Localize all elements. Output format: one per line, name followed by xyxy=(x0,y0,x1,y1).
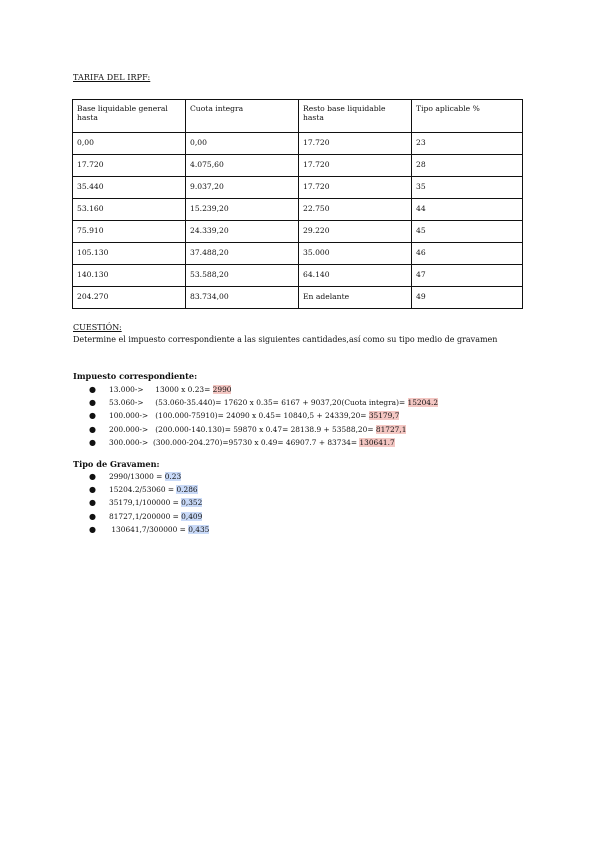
table-row xyxy=(73,265,523,287)
list-item: ● 13.000-> 13000 x 0.23= 2990 xyxy=(73,383,438,396)
header-cell: Base liquidable general hasta xyxy=(73,100,186,133)
result-highlight: 2990 xyxy=(212,385,232,394)
table-cell: 29.220 xyxy=(299,221,412,243)
table-cell: 28 xyxy=(412,155,523,177)
table-cell: 17.720 xyxy=(73,155,186,177)
table-row xyxy=(73,243,523,265)
header-cell: Tipo aplicable % xyxy=(412,100,523,133)
result-highlight: 130641.7 xyxy=(359,437,395,447)
table-cell: 105.130 xyxy=(73,243,186,265)
result-highlight: 0.23 xyxy=(164,472,182,481)
document-title: TARIFA DEL IRPF: xyxy=(73,73,151,82)
bullet-icon: ● xyxy=(89,472,96,481)
table-row xyxy=(73,287,523,309)
list-item: ● 15204.2/53060 = 0.286 xyxy=(73,483,209,496)
table-cell: 35.440 xyxy=(73,177,186,199)
table-cell: 0,00 xyxy=(186,133,299,155)
table-cell: 44 xyxy=(412,199,523,221)
table-cell: 53.160 xyxy=(73,199,186,221)
table-cell: 35 xyxy=(412,177,523,199)
table-cell: 45 xyxy=(412,221,523,243)
cuestion-text: Determine el impuesto correspondiente a las siguientes cantidades,así como su tipo medio de gravamen xyxy=(73,335,498,344)
impuesto-heading: Impuesto correspondiente: xyxy=(73,371,198,381)
table-cell: 4.075,60 xyxy=(186,155,299,177)
table-cell: 17.720 xyxy=(299,177,412,199)
table-cell: 15.239,20 xyxy=(186,199,299,221)
bullet-icon: ● xyxy=(89,524,96,534)
bullet-icon: ● xyxy=(89,398,96,408)
bullet-icon: ● xyxy=(89,411,96,421)
header-cell: Cuota integra xyxy=(186,100,299,133)
header-cell: Resto base liquidable hasta xyxy=(299,100,412,133)
table-cell: 49 xyxy=(412,287,523,309)
result-highlight: 0,435 xyxy=(188,524,210,534)
result-highlight: 81727,1 xyxy=(375,424,407,434)
table-header-row xyxy=(73,100,523,133)
list-item: ● 130641,7/300000 = 0,435 xyxy=(73,523,209,536)
bullet-icon: ● xyxy=(89,385,96,394)
bullet-icon: ● xyxy=(89,424,96,434)
table-cell: 47 xyxy=(412,265,523,287)
result-highlight: 35179,7 xyxy=(368,411,400,421)
table-cell: 17.720 xyxy=(299,155,412,177)
table-cell: 140.130 xyxy=(73,265,186,287)
cuestion-heading: CUESTIÓN: xyxy=(73,323,122,332)
table-cell: 64.140 xyxy=(299,265,412,287)
bullet-icon: ● xyxy=(89,437,96,447)
bullet-icon: ● xyxy=(89,485,96,495)
list-item: ● 2990/13000 = 0.23 xyxy=(73,470,209,483)
result-highlight: 0.286 xyxy=(176,485,198,495)
list-item: ● 35179,1/100000 = 0,352 xyxy=(73,496,209,509)
list-item: ● 200.000-> (200.000-140.130)= 59870 x 0.47= 28138.9 + 53588,20= 81727,1 xyxy=(73,423,438,436)
table-row xyxy=(73,177,523,199)
bullet-icon: ● xyxy=(89,511,96,521)
table-cell: 22.750 xyxy=(299,199,412,221)
table-cell: 24.339,20 xyxy=(186,221,299,243)
impuesto-list xyxy=(73,383,438,449)
table-row xyxy=(73,221,523,243)
table-row xyxy=(73,155,523,177)
result-highlight: 15204.2 xyxy=(407,398,439,408)
table-cell: 9.037,20 xyxy=(186,177,299,199)
table-cell: 35.000 xyxy=(299,243,412,265)
gravamen-list xyxy=(73,470,209,536)
table-row xyxy=(73,133,523,155)
table-cell: 204.270 xyxy=(73,287,186,309)
list-item: ● 53.060-> (53.060-35.440)= 17620 x 0.35= 6167 + 9037,20(Cuota integra)= 15204.2 xyxy=(73,396,438,409)
list-item: ● 81727,1/200000 = 0,409 xyxy=(73,510,209,523)
list-item: ● 100.000-> (100.000-75910)= 24090 x 0.45= 10840,5 + 24339,20= 35179,7 xyxy=(73,409,438,422)
table-cell: 83.734,00 xyxy=(186,287,299,309)
result-highlight: 0,409 xyxy=(181,511,203,521)
table-cell: 75.910 xyxy=(73,221,186,243)
table-cell: 23 xyxy=(412,133,523,155)
gravamen-heading: Tipo de Gravamen: xyxy=(73,459,160,469)
list-item: ● 300.000-> (300.000-204.270)=95730 x 0.49= 46907.7 + 83734= 130641.7 xyxy=(73,436,438,449)
table-cell: 46 xyxy=(412,243,523,265)
bullet-icon: ● xyxy=(89,498,96,508)
table-row xyxy=(73,199,523,221)
result-highlight: 0,352 xyxy=(181,498,203,508)
table-cell: 0,00 xyxy=(73,133,186,155)
table-cell: En adelante xyxy=(299,287,412,309)
table-cell: 53.588,20 xyxy=(186,265,299,287)
tarifa-table xyxy=(72,99,523,309)
table-cell: 17.720 xyxy=(299,133,412,155)
table-cell: 37.488,20 xyxy=(186,243,299,265)
